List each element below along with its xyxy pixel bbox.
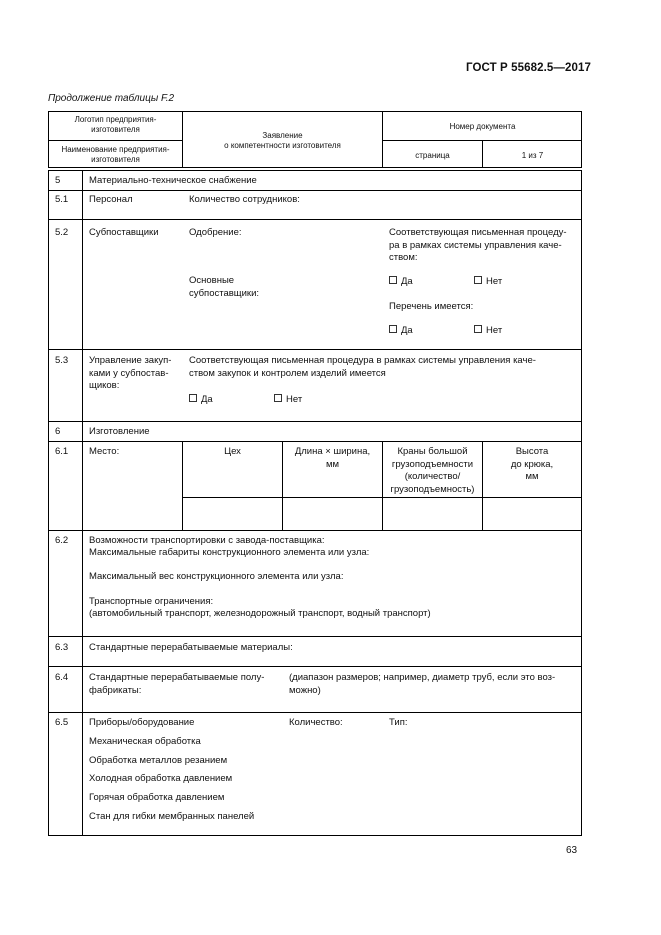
- procedure-no-option[interactable]: Нет: [474, 276, 502, 289]
- standard-number: ГОСТ Р 55682.5—2017: [466, 62, 591, 74]
- column-shop: Цех: [224, 446, 241, 457]
- section-6-1-number: 6.1: [55, 446, 69, 457]
- list-item: Горячая обработка давлением: [89, 792, 225, 803]
- list-no-option[interactable]: Нет: [474, 325, 502, 338]
- list-yes-option[interactable]: Да: [389, 325, 413, 338]
- procedure-yes-option[interactable]: Да: [389, 276, 413, 289]
- list-item: Обработка металлов резанием: [89, 755, 228, 766]
- column-dimensions: Длина × ширина, мм: [294, 446, 371, 470]
- checkbox-icon: [474, 276, 482, 284]
- section-5-1-number: 5.1: [55, 194, 69, 205]
- procurement-yes-option[interactable]: Да: [189, 394, 213, 407]
- list-item: Холодная обработка давлением: [89, 773, 233, 784]
- list-exists-field: Перечень имеется:: [389, 301, 474, 312]
- manufacturer-competence-table: [48, 170, 582, 836]
- section-6-title: Изготовление: [89, 426, 150, 437]
- transport-types-note: (автомобильный транспорт, железнодорожный транспорт, водный транспорт): [89, 608, 431, 619]
- section-6-5-number: 6.5: [55, 717, 69, 728]
- procurement-procedure-text: Соответствующая письменная процедура в рамках системы управления каче- ством закупок и контролем изделий имеется: [189, 355, 536, 379]
- size-range-note: (диапазон размеров; например, диаметр труб, если это воз- можно): [289, 672, 556, 696]
- approval-field: Одобрение:: [189, 227, 242, 238]
- checkbox-icon: [389, 276, 397, 284]
- page-label: страница: [415, 151, 450, 160]
- section-5-3-number: 5.3: [55, 355, 69, 366]
- section-5-number: 5: [55, 175, 61, 186]
- section-6-2-number: 6.2: [55, 535, 69, 546]
- section-5-title: Материально-техническое снабжение: [89, 175, 257, 186]
- semi-finished-products-field: Стандартные перерабатываемые полу- фабрикаты:: [89, 672, 265, 696]
- employee-count-field: Количество сотрудников:: [189, 194, 300, 205]
- standard-materials-field: Стандартные перерабатываемые материалы:: [89, 642, 293, 653]
- section-6-4-number: 6.4: [55, 672, 69, 683]
- document-header-table: [48, 111, 582, 168]
- quantity-field: Количество:: [289, 717, 343, 728]
- checkbox-icon: [474, 325, 482, 333]
- location-label: Место:: [89, 446, 120, 457]
- checkbox-icon: [389, 325, 397, 333]
- max-weight-field: Максимальный вес конструкционного элемента или узла:: [89, 571, 344, 582]
- procurement-no-option[interactable]: Нет: [274, 394, 302, 407]
- transport-capabilities-text: Возможности транспортировки с завода-поставщика:: [89, 535, 325, 546]
- section-6-3-number: 6.3: [55, 642, 69, 653]
- column-hook-height: Высота до крюка, мм: [510, 446, 554, 482]
- section-5-2-number: 5.2: [55, 227, 69, 238]
- main-subcontractors-field: Основные субпоставщики:: [189, 275, 260, 299]
- document-number-label: Номер документа: [449, 122, 516, 131]
- section-6-number: 6: [55, 426, 61, 437]
- transport-restrictions-field: Транспортные ограничения:: [89, 596, 214, 607]
- page-count: 1 из 7: [521, 151, 544, 160]
- max-dimensions-field: Максимальные габариты конструкционного элемента или узла:: [89, 547, 370, 558]
- document-title: Заявление о компетентности изготовителя: [224, 131, 341, 150]
- list-item: Стан для гибки мембранных панелей: [89, 811, 255, 822]
- manufacturer-name-label: Наименование предприятия- изготовителя: [61, 145, 170, 164]
- equipment-label: Приборы/оборудование: [89, 717, 195, 728]
- list-item: Механическая обработка: [89, 736, 201, 747]
- personnel-label: Персонал: [89, 194, 133, 205]
- column-cranes: Краны большой грузоподъемности (количество/ грузоподъемность): [390, 446, 475, 495]
- subcontractors-label: Субпоставщики: [89, 227, 159, 238]
- type-field: Тип:: [389, 717, 408, 728]
- procurement-management-label: Управление закуп- ками у субпостав- щиков:: [89, 355, 172, 391]
- qms-procedure-text: Соответствующая письменная процеду- ра в рамках системы управления каче- ством:: [389, 227, 567, 263]
- table-continuation-caption: Продолжение таблицы F.2: [48, 93, 175, 104]
- checkbox-icon: [189, 394, 197, 402]
- checkbox-icon: [274, 394, 282, 402]
- logo-label: Логотип предприятия- изготовителя: [74, 115, 157, 134]
- page-number: 63: [566, 845, 578, 856]
